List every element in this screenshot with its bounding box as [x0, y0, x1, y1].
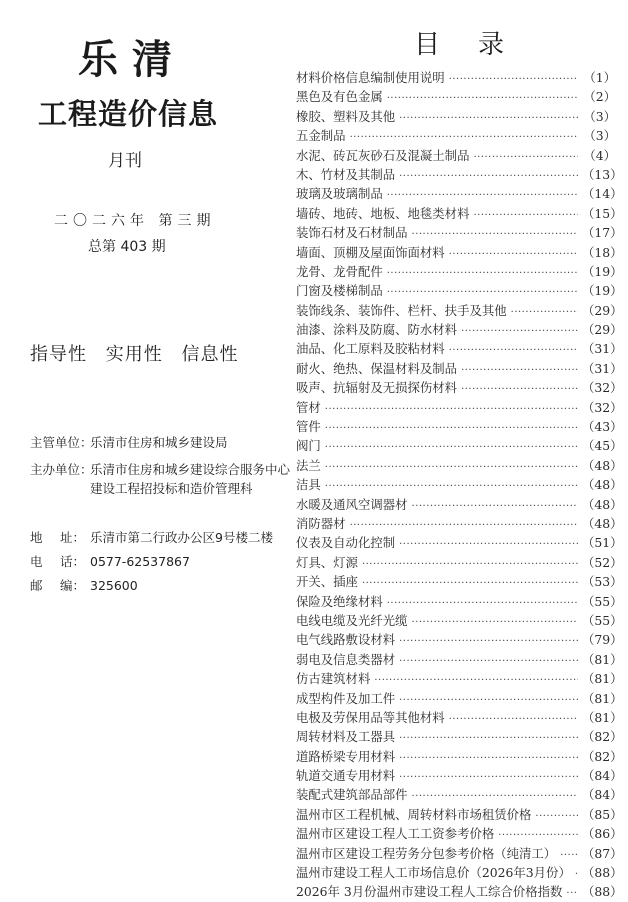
- address-value: 乐清市第二行政办公区9号楼二楼: [90, 530, 273, 545]
- supervisor-value: 乐清市住房和城乡建设局: [90, 435, 228, 450]
- toc-leader-dots: [449, 714, 578, 725]
- phone-value: 0577-62537867: [90, 554, 190, 569]
- toc-leader-dots: [350, 520, 578, 531]
- toc-leader-dots: [473, 210, 578, 221]
- toc-leader-dots: [399, 539, 578, 550]
- toc-entry-label: 洁具: [296, 477, 321, 493]
- toc-leader-dots: [449, 345, 578, 356]
- toc-entry[interactable]: [296, 882, 623, 901]
- toc-entry-label: 木、竹材及其制品: [296, 166, 396, 182]
- toc-entry[interactable]: [296, 611, 623, 630]
- toc-leader-dots: [374, 675, 578, 686]
- toc-entry[interactable]: [296, 669, 623, 688]
- toc-entry-page: （15）: [582, 205, 623, 221]
- toc-entry-label: 道路桥梁专用材料: [296, 748, 396, 764]
- toc-entry-page: （55）: [582, 612, 623, 628]
- toc-leader-dots: [535, 811, 578, 822]
- toc-entry-label: 灯具、灯源: [296, 554, 358, 570]
- toc-entry-page: （4）: [583, 147, 616, 163]
- toc-entry-label: 阀门: [296, 438, 321, 454]
- toc-leader-dots: [399, 753, 578, 764]
- toc-entry-page: （32）: [582, 380, 623, 396]
- toc-entry-page: （29）: [582, 302, 623, 318]
- toc-entry[interactable]: [296, 223, 623, 242]
- toc-entry-page: （81）: [582, 671, 623, 687]
- toc-entry[interactable]: [296, 844, 623, 863]
- toc-entry-label: 温州市区建设工程劳务分包参考价格（纯清工）: [296, 845, 557, 861]
- toc-leader-dots: [387, 190, 578, 201]
- toc-entry[interactable]: [296, 689, 623, 708]
- toc-entry-page: （53）: [582, 574, 623, 590]
- toc-entry-label: 电气线路敷设材料: [296, 632, 396, 648]
- slogan-item: 实用性: [105, 344, 163, 365]
- toc-entry-page: （86）: [582, 826, 623, 842]
- host-value-line: 建设工程招投标和造价管理科: [90, 481, 253, 496]
- phone-label: 话：: [60, 554, 86, 569]
- address-label: 址：: [60, 530, 86, 545]
- toc-entry[interactable]: [296, 146, 616, 165]
- toc-leader-dots: [399, 772, 578, 783]
- toc-entry-label: 耐火、绝热、保温材料及制品: [296, 360, 458, 376]
- toc-leader-dots: [325, 462, 578, 473]
- toc-leader-dots: [387, 287, 578, 298]
- toc-leader-dots: [387, 268, 578, 279]
- toc-entry-label: 轨道交通专用材料: [296, 768, 396, 784]
- toc-entry-page: （48）: [582, 477, 623, 493]
- issue-total-number: 总第 403 期: [88, 239, 166, 255]
- toc-entry-page: （43）: [582, 419, 623, 435]
- toc-leader-dots: [362, 578, 578, 589]
- toc-entry[interactable]: [296, 553, 623, 572]
- toc-entry-page: （29）: [582, 322, 623, 338]
- toc-leader-dots: [575, 869, 578, 880]
- toc-entry[interactable]: [296, 262, 623, 281]
- toc-entry[interactable]: [296, 359, 623, 378]
- toc-entry-label: 墙面、顶棚及屋面饰面材料: [296, 244, 445, 260]
- toc-leader-dots: [511, 307, 578, 318]
- issue-date: 二〇二六年 第三期: [54, 213, 216, 229]
- toc-entry-label: 消防器材: [296, 515, 346, 531]
- toc-entry[interactable]: [296, 785, 623, 804]
- publication-frequency: 月刊: [108, 151, 142, 171]
- toc-entry-label: 周转材料及工器具: [296, 729, 396, 745]
- toc-entry[interactable]: [296, 107, 616, 126]
- toc-entry-page: （48）: [582, 496, 623, 512]
- phone-label: 电: [30, 554, 43, 569]
- toc-entry-page: （1）: [583, 70, 616, 85]
- toc-entry-page: （81）: [582, 651, 623, 667]
- toc-entry-label: 油品、化工原料及胶粘材料: [296, 341, 445, 357]
- slogan-item: 信息性: [181, 344, 239, 365]
- host-value-line: 乐清市住房和城乡建设综合服务中心: [90, 462, 291, 477]
- toc-entry-label: 保险及绝缘材料: [296, 593, 383, 609]
- toc-entry-label: 五金制品: [296, 128, 346, 144]
- toc-entry-label: 仪表及自动化控制: [296, 535, 396, 551]
- toc-leader-dots: [461, 365, 578, 376]
- toc-entry-label: 门窗及楼梯制品: [296, 283, 383, 299]
- toc-entry-page: （2）: [583, 89, 616, 105]
- toc-entry[interactable]: [296, 378, 623, 397]
- toc-entry-label: 油漆、涂料及防腐、防水材料: [296, 322, 458, 338]
- toc-entry[interactable]: [296, 339, 623, 358]
- toc-entry[interactable]: [296, 727, 623, 746]
- toc-entry-label: 温州市区建设工程人工工资参考价格: [296, 826, 495, 842]
- toc-entry-label: 装饰线条、装饰件、栏杆、扶手及其他: [296, 302, 507, 318]
- toc-leader-dots: [498, 830, 578, 841]
- contact-address: [30, 528, 273, 546]
- toc-entry[interactable]: [296, 495, 623, 514]
- toc-entry-page: （17）: [582, 225, 623, 241]
- host-label: 主办单位：: [30, 462, 93, 477]
- toc-entry-page: （81）: [582, 690, 623, 706]
- toc-leader-dots: [566, 888, 578, 899]
- toc-entry-page: （85）: [582, 806, 623, 822]
- postal-label: 编：: [60, 578, 86, 593]
- toc-entry[interactable]: [296, 68, 616, 87]
- toc-leader-dots: [449, 74, 578, 85]
- slogan: [30, 340, 250, 366]
- toc-leader-dots: [350, 132, 578, 143]
- contact-postal-code: [30, 576, 138, 594]
- toc-entry[interactable]: [296, 243, 623, 262]
- toc-entry-page: （45）: [582, 438, 623, 454]
- toc-entry-label: 开关、插座: [296, 574, 358, 590]
- toc-entry-label: 电极及劳保用品等其他材料: [296, 709, 445, 725]
- toc-leader-dots: [362, 559, 578, 570]
- toc-entry-page: （79）: [582, 632, 623, 648]
- toc-entry[interactable]: [296, 301, 623, 320]
- toc-leader-dots: [461, 384, 578, 395]
- supervisor-label: 主管单位：: [30, 435, 93, 450]
- toc-entry-page: （88）: [582, 884, 623, 900]
- toc-leader-dots: [473, 152, 578, 163]
- toc-entry[interactable]: [296, 320, 623, 339]
- publication-city: 乐清: [78, 37, 186, 83]
- toc-leader-dots: [325, 442, 578, 453]
- toc-entry[interactable]: [296, 708, 623, 727]
- toc-entry-label: 管材: [296, 399, 321, 415]
- slogan-item: 指导性: [30, 344, 87, 365]
- toc-entry-page: （55）: [582, 593, 623, 609]
- toc-leader-dots: [449, 249, 578, 260]
- toc-entry-label: 黑色及有色金属: [296, 89, 383, 105]
- toc-leader-dots: [399, 636, 578, 647]
- toc-entry-label: 装配式建筑部品部件: [296, 787, 408, 803]
- toc-entry[interactable]: [296, 475, 623, 494]
- postal-label: 邮: [30, 578, 43, 593]
- toc-entry-page: （88）: [582, 865, 623, 881]
- toc-list: [296, 68, 623, 902]
- toc-leader-dots: [399, 695, 578, 706]
- toc-entry[interactable]: [296, 165, 623, 184]
- toc-entry[interactable]: [296, 572, 623, 591]
- toc-entry-label: 法兰: [296, 457, 321, 473]
- toc-entry-label: 墙砖、地砖、地板、地毯类材料: [296, 205, 470, 221]
- toc-entry-page: （48）: [582, 457, 623, 473]
- toc-entry[interactable]: [296, 456, 623, 475]
- publication-title: 工程造价信息: [38, 97, 219, 131]
- toc-entry[interactable]: [296, 533, 623, 552]
- toc-entry-label: 弱电及信息类器材: [296, 651, 396, 667]
- toc-entry[interactable]: [296, 126, 616, 145]
- toc-entry[interactable]: [296, 184, 623, 203]
- toc-leader-dots: [399, 733, 578, 744]
- toc-entry-label: 成型构件及加工件: [296, 690, 396, 706]
- toc-leader-dots: [412, 501, 578, 512]
- toc-entry-label: 仿古建筑材料: [296, 671, 371, 687]
- toc-entry-page: （3）: [583, 128, 616, 144]
- toc-entry-label: 装饰石材及石材制品: [296, 225, 408, 241]
- toc-entry-label: 管件: [296, 419, 321, 435]
- toc-entry-page: （3）: [583, 108, 616, 124]
- toc-entry-page: （81）: [582, 709, 623, 725]
- toc-entry-page: （52）: [582, 554, 623, 570]
- toc-entry[interactable]: [296, 436, 623, 455]
- toc-entry-page: （82）: [582, 729, 623, 745]
- toc-entry[interactable]: [296, 87, 616, 106]
- toc-entry[interactable]: [296, 281, 623, 300]
- toc-entry-page: （48）: [582, 515, 623, 531]
- toc-leader-dots: [399, 171, 578, 182]
- toc-entry[interactable]: [296, 805, 623, 824]
- toc-leader-dots: [399, 656, 578, 667]
- toc-leader-dots: [387, 93, 578, 104]
- toc-entry-page: （19）: [582, 263, 623, 279]
- toc-entry-label: 电线电缆及光纤光缆: [296, 612, 408, 628]
- toc-entry-label: 橡胶、塑料及其他: [296, 108, 396, 124]
- toc-entry[interactable]: [296, 824, 623, 843]
- toc-entry[interactable]: [296, 863, 623, 882]
- toc-entry-page: （18）: [582, 244, 623, 260]
- host-unit: [30, 460, 290, 498]
- toc-entry-label: 吸声、抗辐射及无损探伤材料: [296, 380, 458, 396]
- postal-value: 325600: [90, 578, 138, 593]
- toc-entry[interactable]: [296, 398, 623, 417]
- toc-entry[interactable]: [296, 592, 623, 611]
- toc-entry-label: 龙骨、龙骨配件: [296, 263, 383, 279]
- toc-entry-label: 水暖及通风空调器材: [296, 496, 408, 512]
- toc-title: 目录: [414, 30, 543, 60]
- toc-entry-page: （19）: [582, 283, 623, 299]
- toc-entry-page: （31）: [582, 341, 623, 357]
- toc-leader-dots: [325, 423, 578, 434]
- toc-entry[interactable]: [296, 766, 623, 785]
- address-label: 地: [30, 530, 43, 545]
- toc-entry-label: 温州市建设工程人工市场信息价（2026年3月份）: [296, 865, 571, 881]
- toc-entry-label: 温州市区工程机械、周转材料市场租赁价格: [296, 806, 532, 822]
- toc-entry[interactable]: [296, 204, 623, 223]
- supervisor-unit: [30, 433, 228, 451]
- contact-phone: [30, 552, 190, 570]
- toc-entry[interactable]: [296, 514, 623, 533]
- toc-leader-dots: [399, 113, 578, 124]
- toc-leader-dots: [325, 404, 578, 415]
- toc-entry-label: 水泥、砖瓦灰砂石及混凝土制品: [296, 147, 470, 163]
- toc-entry-page: （82）: [582, 748, 623, 764]
- toc-entry-label: 材料价格信息编制使用说明: [296, 70, 445, 85]
- toc-entry-label: 2026年 3月份温州市建设工程人工综合价格指数: [296, 884, 563, 900]
- toc-entry-page: （84）: [582, 768, 623, 784]
- toc-entry-page: （31）: [582, 360, 623, 376]
- toc-entry-page: （51）: [582, 535, 623, 551]
- toc-entry-label: 玻璃及玻璃制品: [296, 186, 383, 202]
- toc-leader-dots: [412, 617, 578, 628]
- toc-leader-dots: [412, 229, 578, 240]
- toc-entry-page: （14）: [582, 186, 623, 202]
- toc-entry-page: （84）: [582, 787, 623, 803]
- toc-leader-dots: [461, 326, 578, 337]
- toc-entry[interactable]: [296, 630, 623, 649]
- toc-leader-dots: [412, 791, 578, 802]
- toc-entry[interactable]: [296, 650, 623, 669]
- toc-leader-dots: [325, 481, 578, 492]
- toc-entry[interactable]: [296, 417, 623, 436]
- host-value: [90, 460, 290, 498]
- toc-leader-dots: [560, 850, 578, 861]
- toc-entry-page: （32）: [582, 399, 623, 415]
- toc-entry-page: （13）: [582, 166, 623, 182]
- toc-leader-dots: [387, 598, 578, 609]
- toc-entry-page: （87）: [582, 845, 623, 861]
- toc-entry[interactable]: [296, 747, 623, 766]
